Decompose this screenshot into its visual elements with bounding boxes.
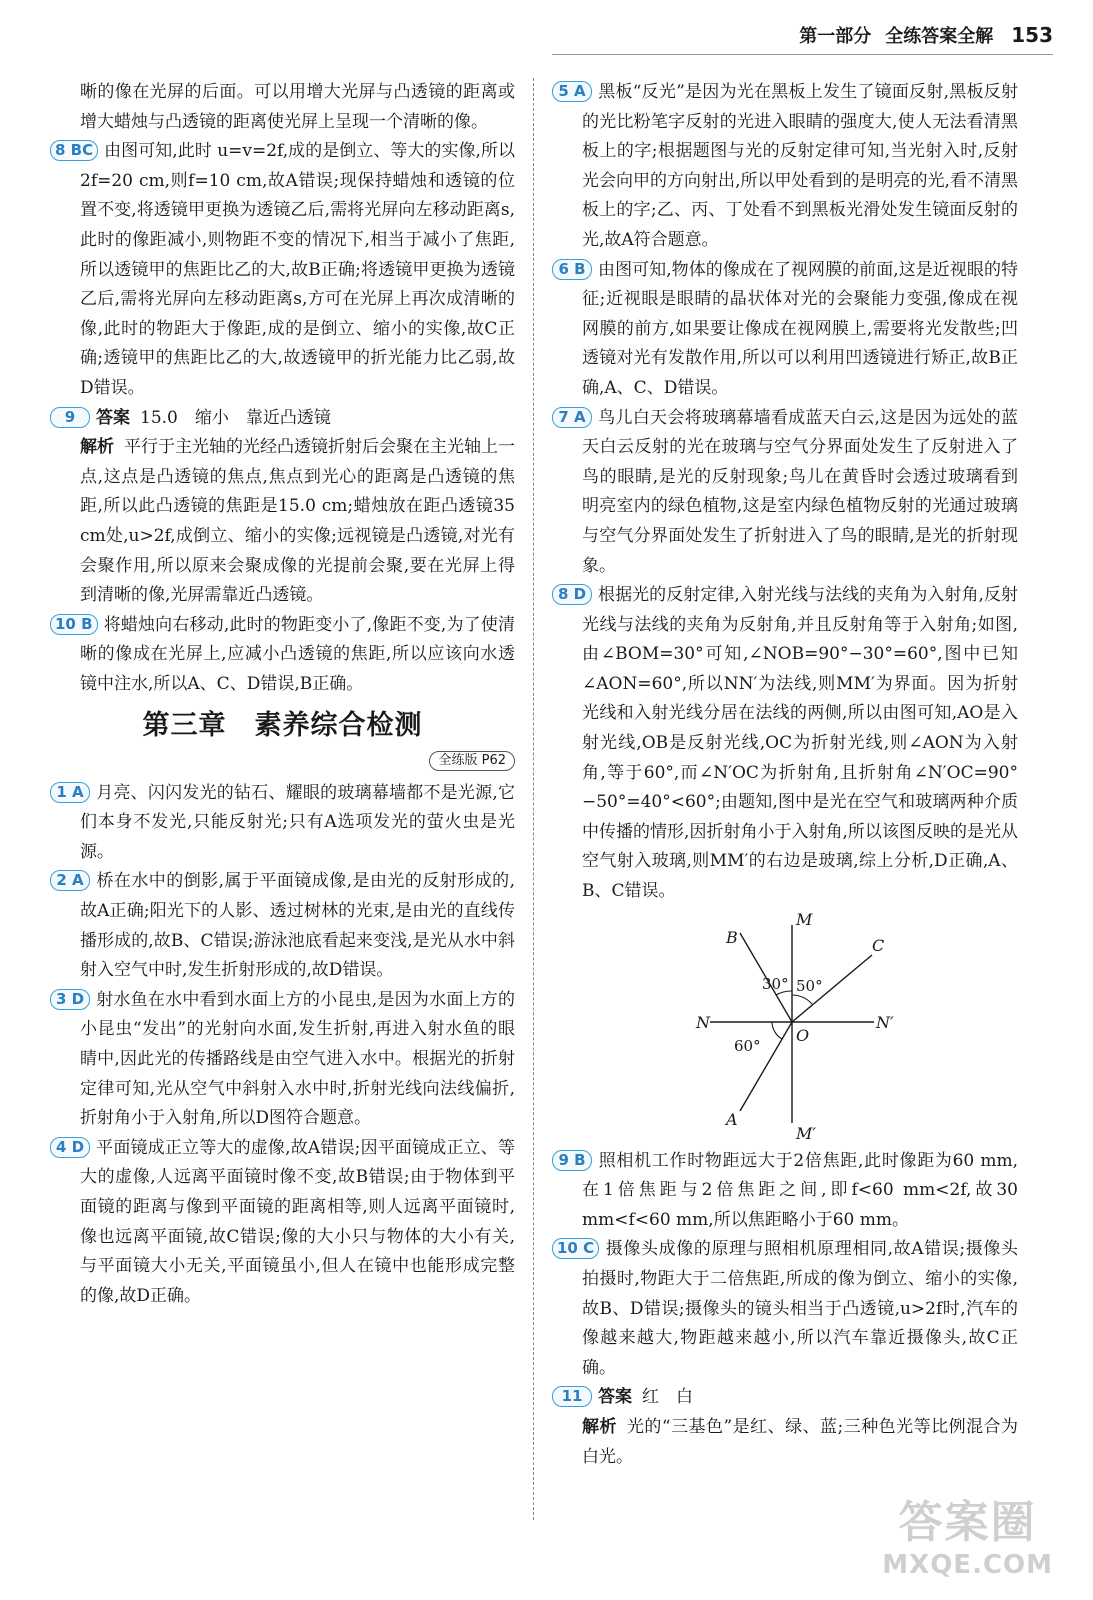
answer-10 <box>50 611 515 700</box>
label-o: O <box>796 1025 810 1045</box>
ray-ao <box>740 1022 792 1111</box>
chapter-title: 第三章 素养综合检测 <box>142 710 423 742</box>
chapter-answer-4 <box>50 1134 515 1312</box>
chapter-answer-2 <box>50 867 515 985</box>
label-b: B <box>726 927 738 947</box>
chapter-answer-3 <box>50 986 515 1134</box>
label-m-prime: M′ <box>796 1123 817 1141</box>
answer-label: 答案 <box>598 1387 632 1408</box>
analysis-text: 光的“三基色”是红、绿、蓝;三种色光等比例混合为白光。 <box>582 1416 1019 1467</box>
answer-label: 答案 <box>96 407 130 428</box>
label-n-prime: N′ <box>876 1012 894 1032</box>
answer-9 <box>50 404 515 434</box>
answer-text: 黑板“反光”是因为光在黑板上发生了镜面反射,黑板反射的光比粉笔字反射的光进入眼睛的强度大,使人无法看清黑板上的字;根据题图与光的反射定律可知,当光射入时,反射光会向甲的方向射出,所以甲处看到的是明亮的光,看不清黑板上的字;乙、丙、丁处看不到黑板光滑处发生镜面反射的光,故A符合题意。 <box>582 82 1018 250</box>
chapter-answer-7 <box>552 404 1018 582</box>
answer-text: 照相机工作时物距远大于2倍焦距,此时像距为60 mm,在1倍焦距与2倍焦距之间,即f<60 mm<2f,故30 mm<f<60 mm,所以焦距略小于60 mm。 <box>582 1150 1018 1230</box>
question-tag: 8 BC <box>50 140 98 161</box>
analysis-9 <box>50 433 515 611</box>
answer-text: 桥在水中的倒影,属于平面镜成像,是由光的反射形成的,故A正确;阳光下的人影、透过树林的光束,是由光的直线传播形成的,故B、C错误;游泳池底看起来变浅,是光从水中斜射入空气中时,发生折射形成的,故D错误。 <box>80 871 515 981</box>
chapter-answer-10 <box>552 1235 1018 1383</box>
answer-text: 射水鱼在水中看到水面上方的小昆虫,是因为水面上方的小昆虫“发出”的光射向水面,发生折射,再进入射水鱼的眼睛中,因此光的传播路线是由空气进入水中。根据光的折射定律可知,光从空气中斜射入水中时,折射光线向法线偏折,折射角小于入射角,所以D图符合题意。 <box>80 989 515 1129</box>
header-rule <box>552 54 1053 55</box>
question-tag: 10 B <box>50 614 98 635</box>
header-book-title: 全练答案全解 <box>885 26 994 47</box>
chapter-ref-row <box>50 745 515 775</box>
question-tag: 9 B <box>552 1150 592 1171</box>
analysis-11 <box>552 1413 1018 1472</box>
watermark-logo: 答案圈 <box>898 1497 1037 1548</box>
answer-text: 鸟儿白天会将玻璃幕墙看成蓝天白云,这是因为远处的蓝天白云反射的光在玻璃与空气分界面处发生了反射进入了鸟的眼睛,是光的反射现象;鸟儿在黄昏时会透过玻璃看到明亮室内的绿色植物,这是室内绿色植物反射的光通过玻璃与空气分界面处发生了折射进入了鸟的眼睛,是光的折射现象。 <box>582 407 1018 576</box>
page-header <box>799 20 1053 50</box>
header-section: 第一部分 <box>799 26 872 47</box>
question-tag: 4 D <box>50 1137 90 1158</box>
arc-50 <box>792 995 812 1004</box>
chapter-answer-11 <box>552 1383 1018 1413</box>
answer-text: 平面镜成正立等大的虚像,故A错误;因平面镜成正立、等大的虚像,人远离平面镜时像不变,故B错误;由于物体到平面镜的距离与像到平面镜的距离相等,则人远离平面镜时,像也远离平面镜,故C错误;像的大小只与物体的大小有关,与平面镜大小无关,平面镜虽小,但人在镜中也能形成完整的像,故D正确。 <box>80 1137 515 1306</box>
angle-label-30: 30° <box>762 974 789 993</box>
reflection-refraction-figure <box>552 911 1018 1141</box>
question-tag: 6 B <box>552 259 592 280</box>
chapter-answer-1 <box>50 779 515 868</box>
question-tag: 9 <box>50 407 90 428</box>
label-c: C <box>872 935 885 955</box>
question-tag: 11 <box>552 1386 592 1407</box>
answer-text: 由图可知,此时 u=v=2f,成的是倒立、等大的实像,所以2f=20 cm,则f=10 cm,故A错误;现保持蜡烛和透镜的位置不变,将透镜甲更换为透镜乙后,需将光屏向左移动距离s,此时的像距减小,则物距不变的情况下,相当于减小了焦距,所以透镜甲的焦距比乙的大,故B正确;将透镜甲更换为透镜乙后,需将光屏向左移动距离s,方可在光屏上再次成清晰的像,此时的物距大于像距,成的是倒立、缩小的实像,故C正确;透镜甲的焦距比乙的大,故透镜甲的折光能力比乙弱,故D错误。 <box>80 141 515 398</box>
arc-60 <box>772 1022 782 1039</box>
answer-text: 将蜡烛向右移动,此时的物距变小了,像距不变,为了使清晰的像成在光屏上,应减小凸透镜的焦距,所以应该向水透镜中注水,所以A、C、D错误,B正确。 <box>80 614 515 694</box>
question-tag: 2 A <box>50 870 90 891</box>
analysis-label: 解析 <box>80 437 114 458</box>
left-column <box>50 78 515 1311</box>
chapter-ref-badge: 全练版 P62 <box>429 751 515 771</box>
label-m: M <box>796 910 813 929</box>
answer-text: 根据光的反射定律,入射光线与法线的夹角为入射角,反射光线与法线的夹角为反射角,并且反射角等于入射角;如图,由∠BOM=30°可知,∠NOB=90°−30°=60°,图中已知∠AON=60°,所以NN′为法线,则MM′为界面。因为折射光线和入射光线分居在法线的两侧,所以由图可知,AO是入射光线,OB是反射光线,OC为折射光线,则∠AON为入射角,等于60°,而∠N′OC为折射角,且折射角∠N′OC=90°−50°=40°<60°;由题知,图中是光在空气和玻璃两种介质中传播的情形,因折射角小于入射角,所以该图反映的是光从空气射入玻璃,则MM′的右边是玻璃,综上分析,D正确,A、B、C错误。 <box>582 585 1018 902</box>
right-column <box>552 78 1018 1472</box>
question-tag: 8 D <box>552 584 592 605</box>
chapter-answer-6 <box>552 256 1018 404</box>
watermark <box>882 1486 1053 1580</box>
continuation-text: 晰的像在光屏的后面。可以用增大光屏与凸透镜的距离或增大蜡烛与凸透镜的距离使光屏上呈现一个清晰的像。 <box>80 82 515 132</box>
angle-label-50: 50° <box>796 976 823 995</box>
chapter-answer-8 <box>552 581 1018 907</box>
answer-text: 月亮、闪闪发光的钻石、耀眼的玻璃幕墙都不是光源,它们本身不发光,只能反射光;只有A选项发光的萤火虫是光源。 <box>80 782 515 862</box>
light-ray-diagram <box>672 911 902 1141</box>
label-n: N <box>696 1012 710 1032</box>
answer-text: 由图可知,物体的像成在了视网膜的前面,这是近视眼的特征;近视眼是眼睛的晶状体对光的会聚能力变强,像成在视网膜的前方,如果要让像成在视网膜上,需要将光发散些;凹透镜对光有发散作用,所以可以利用凹透镜进行矫正,故B正确,A、C、D错误。 <box>582 259 1018 398</box>
page-number: 153 <box>1011 23 1053 47</box>
analysis-label: 解析 <box>582 1416 617 1437</box>
question-tag: 7 A <box>552 407 592 428</box>
watermark-url: MXQE.COM <box>882 1550 1053 1580</box>
question-tag: 10 C <box>552 1238 599 1259</box>
chapter-answer-5 <box>552 78 1018 256</box>
question-tag: 3 D <box>50 989 90 1010</box>
angle-label-60: 60° <box>734 1036 761 1055</box>
question-tag: 5 A <box>552 81 592 102</box>
question-tag: 1 A <box>50 782 90 803</box>
answer-text: 摄像头成像的原理与照相机原理相同,故A错误;摄像头拍摄时,物距大于二倍焦距,所成的像为倒立、缩小的实像,故B、D错误;摄像头的镜头相当于凸透镜,u>2f时,汽车的像越来越大,物距越来越小,所以汽车靠近摄像头,故C正确。 <box>582 1239 1018 1378</box>
label-a: A <box>726 1109 738 1129</box>
answer-8 <box>50 137 515 403</box>
analysis-text: 平行于主光轴的光经凸透镜折射后会聚在主光轴上一点,这点是凸透镜的焦点,焦点到光心的距离是凸透镜的焦距,所以此凸透镜的焦距是15.0 cm;蜡烛放在距凸透镜35 cm处,u>2f,成倒立、缩小的实像;远视镜是凸透镜,对光有会聚作用,所以原来会聚成像的光提前会聚,要在光屏上得到清晰的像,光屏需靠近凸透镜。 <box>80 437 515 606</box>
continuation-paragraph <box>50 78 515 137</box>
chapter-answer-9 <box>552 1147 1018 1236</box>
answer-value: 红 白 <box>642 1387 693 1408</box>
column-divider <box>533 78 534 1520</box>
answer-value: 15.0 缩小 靠近凸透镜 <box>140 407 331 428</box>
